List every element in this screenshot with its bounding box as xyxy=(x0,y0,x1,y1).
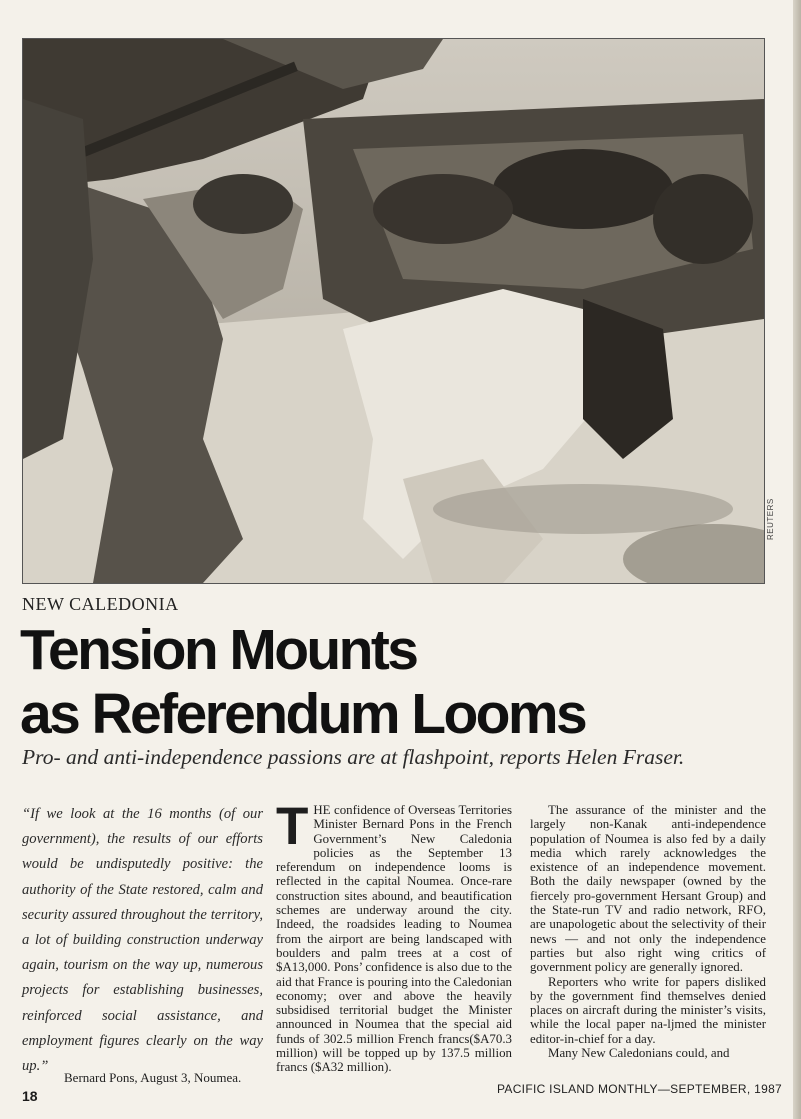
article-column-2 xyxy=(276,797,512,1075)
headline-line-1: Tension Mounts xyxy=(20,618,417,682)
page-edge xyxy=(793,0,801,1119)
article-column-3 xyxy=(530,803,766,1060)
drop-cap: T xyxy=(276,797,309,856)
subhead: Pro- and anti-independence passions are at flashpoint, reports Helen Fraser. xyxy=(22,745,685,769)
headline-line-2: as Referendum Looms xyxy=(20,682,586,746)
column-2-text: HE confidence of Overseas Territories Minister Bernard Pons in the French Government’s New Caledonia policies as the September 13 referendum on independence looms is reflected in the capital Noumea. Once-rare construction sites abound, and beautification schemes are underway around the city. Indeed, the roadsides leading to Noumea from the airport are being landscaped with boulders and palm trees at a cost of $A13,000. Pons’ confidence is also due to the aid that France is pouring into the Caledonian economy; over and above the heavily subsidised territorial budget the Minister announced in Noumea that the special aid funds of 302.5 million French francs($A70.3 million) will be topped up by 137.5 million francs ($A32 million). xyxy=(276,803,512,1075)
column-3-paragraph-3: Many New Caledonians could, and xyxy=(548,1046,730,1061)
photo-credit: REUTERS xyxy=(766,498,775,540)
column-3-paragraph-2: Reporters who write for papers disliked by the government find themselves denied places on aircraft during the minister’s visits, while the local paper na-ljmed the minister editor-in-chief for a day. xyxy=(530,974,766,1046)
footer-masthead: PACIFIC ISLAND MONTHLY—SEPTEMBER, 1987 xyxy=(497,1082,783,1096)
news-photo xyxy=(22,38,765,584)
pull-quote-attribution: Bernard Pons, August 3, Noumea. xyxy=(64,1070,242,1085)
page-number: 18 xyxy=(22,1088,38,1104)
headline xyxy=(20,618,780,746)
pull-quote: “If we look at the 16 months (of our government), the results of our efforts would be undisputedly positive: the authority of the State restored, calm and security assured throughout the territory, a lot of building construction underway again, tourism on the way up, numerous projects for establishing businesses, reinforced social assistance, and employment figures clearly on the way up.” xyxy=(22,806,263,1075)
section-label: NEW CALEDONIA xyxy=(22,594,179,614)
column-3-paragraph-1: The assurance of the minister and the largely non-Kanak anti-independence population of Noumea is also fed by a daily media which rarely acknowledges the existence of an independence movement. Both the daily newspaper (owned by the fiercely pro-government Hersant Group) and the State-run TV and radio network, RFO, are unapologetic about the selectivity of their news — and not only the independence parties but also right wing critics of government policy are generally ignored. xyxy=(530,803,766,975)
